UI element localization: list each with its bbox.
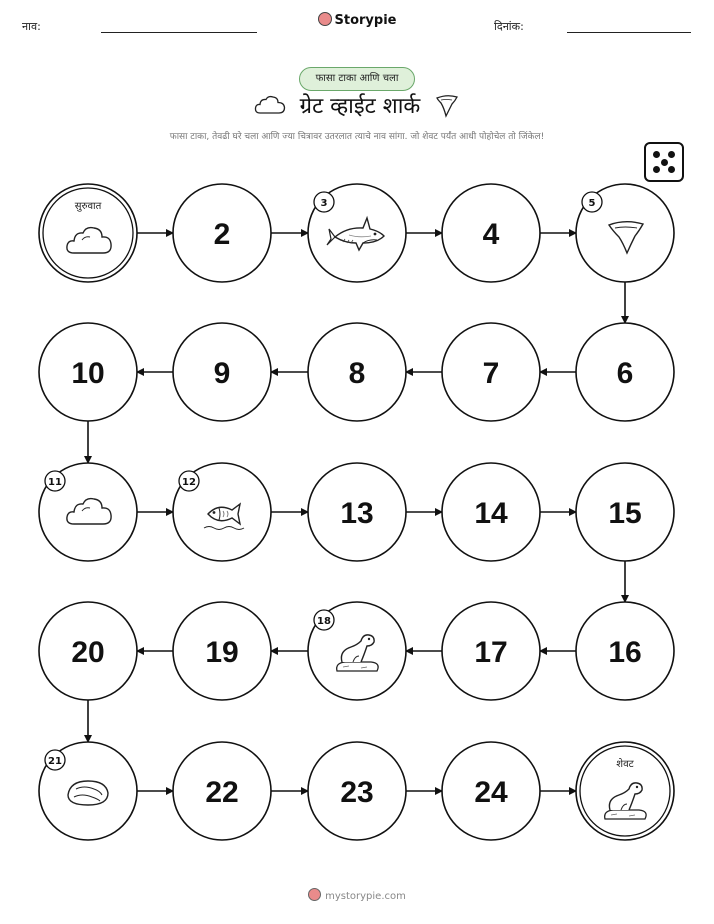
footer bbox=[0, 888, 714, 902]
board-cell-7[interactable] bbox=[442, 323, 540, 421]
board-cell-21[interactable] bbox=[39, 742, 137, 840]
cell-number: 2 bbox=[213, 218, 231, 251]
meat-icon bbox=[68, 781, 108, 805]
end-label: शेवट bbox=[616, 759, 634, 770]
board-cell-10[interactable] bbox=[39, 323, 137, 421]
cell-number: 19 bbox=[205, 636, 239, 669]
cell-number: 20 bbox=[71, 636, 105, 669]
cell-number: 13 bbox=[340, 497, 374, 530]
date-label: दिनांक: bbox=[494, 20, 524, 33]
cell-number: 23 bbox=[340, 776, 374, 809]
cell-number-badge-text: 5 bbox=[588, 198, 596, 209]
footer-site: mystorypie.com bbox=[325, 891, 406, 902]
cell-circle bbox=[39, 184, 137, 282]
board-cell-20[interactable] bbox=[39, 602, 137, 700]
cell-number: 16 bbox=[608, 636, 642, 669]
start-label: सुरुवात bbox=[74, 201, 102, 212]
board-cell-24[interactable] bbox=[442, 742, 540, 840]
board-cell-15[interactable] bbox=[576, 463, 674, 561]
board-cell-2[interactable] bbox=[173, 184, 271, 282]
board-cell-22[interactable] bbox=[173, 742, 271, 840]
board-cell-14[interactable] bbox=[442, 463, 540, 561]
board-cell-8[interactable] bbox=[308, 323, 406, 421]
board-cell-25[interactable] bbox=[576, 742, 674, 840]
cell-number: 14 bbox=[474, 497, 508, 530]
storypie-logo-icon bbox=[308, 888, 321, 901]
board-cell-13[interactable] bbox=[308, 463, 406, 561]
board-cell-19[interactable] bbox=[173, 602, 271, 700]
cell-number: 9 bbox=[213, 357, 231, 390]
category-pill: फासा टाका आणि चला bbox=[299, 67, 415, 91]
cell-number: 8 bbox=[348, 357, 366, 390]
cell-number: 17 bbox=[474, 636, 508, 669]
board-cell-3[interactable] bbox=[308, 184, 406, 282]
cell-number: 7 bbox=[482, 357, 500, 390]
board-cell-16[interactable] bbox=[576, 602, 674, 700]
cell-circle bbox=[576, 742, 674, 840]
cell-number-badge-text: 12 bbox=[182, 477, 196, 488]
cell-number-badge-text: 18 bbox=[317, 616, 331, 627]
cell-number: 24 bbox=[474, 776, 508, 809]
cell-number: 15 bbox=[608, 497, 642, 530]
cell-number: 4 bbox=[482, 218, 500, 251]
cell-number: 10 bbox=[71, 357, 105, 390]
brand-name: Storypie bbox=[334, 13, 397, 28]
cell-number: 22 bbox=[205, 776, 239, 809]
board-cell-1[interactable] bbox=[39, 184, 137, 282]
title-text: ग्रेट व्हाईट शार्क bbox=[299, 94, 421, 119]
instructions: फासा टाका, तेवढी घरे चला आणि ज्या चित्रावर उतरलात त्याचे नाव सांगा. जो शेवट पर्यंत आधी पोहोचेल तो जिंकेल! bbox=[169, 132, 545, 142]
board-cell-17[interactable] bbox=[442, 602, 540, 700]
board-cell-5[interactable] bbox=[576, 184, 674, 282]
name-label: नाव: bbox=[22, 20, 41, 33]
cell-number-badge-text: 11 bbox=[48, 477, 62, 488]
board-cell-6[interactable] bbox=[576, 323, 674, 421]
cell-number-badge-text: 21 bbox=[48, 756, 62, 767]
board-cell-11[interactable] bbox=[39, 463, 137, 561]
board-cell-23[interactable] bbox=[308, 742, 406, 840]
board-cell-9[interactable] bbox=[173, 323, 271, 421]
board-cell-12[interactable] bbox=[173, 463, 271, 561]
cell-number-badge-text: 3 bbox=[320, 198, 328, 209]
board-cell-18[interactable] bbox=[308, 602, 406, 700]
board-cell-4[interactable] bbox=[442, 184, 540, 282]
cell-number: 6 bbox=[616, 357, 634, 390]
